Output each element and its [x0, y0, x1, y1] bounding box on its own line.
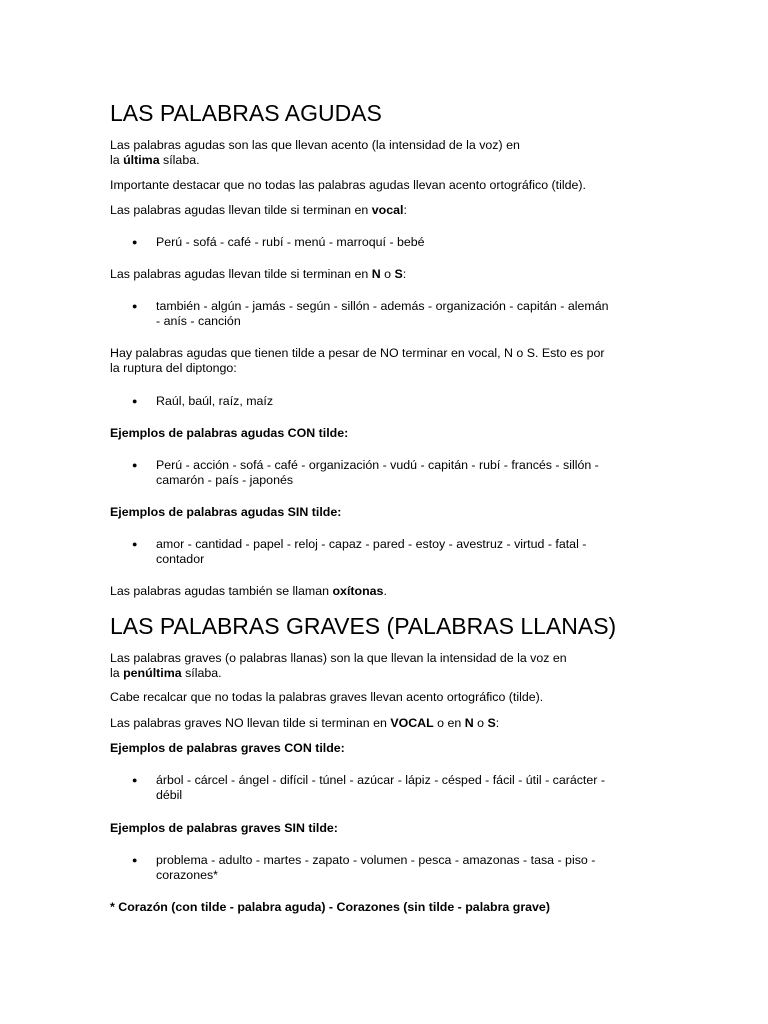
graves-cabe: Cabe recalcar que no todas la palabras graves llevan acento ortográfico (tilde).: [110, 690, 544, 704]
agudas-hay-l2: la ruptura del diptongo:: [110, 361, 237, 375]
graves-intro-bold: penúltima: [123, 666, 182, 680]
bullet-icon: ●: [132, 775, 138, 785]
graves-con-tilde-heading: Ejemplos de palabras graves CON tilde:: [110, 741, 345, 755]
graves-sin-tilde-examples: [132, 853, 662, 883]
agudas-ns-s: S: [394, 267, 403, 281]
agudas-con-tilde-examples: [132, 458, 662, 488]
agudas-ns-examples: [132, 299, 662, 329]
agudas-hay: [110, 346, 605, 376]
graves-no-vocal: VOCAL: [390, 716, 434, 730]
graves-sin-tilde-l1: problema - adulto - martes - zapato - volumen - pesca - amazonas - tasa - piso -: [156, 853, 596, 867]
agudas-ns-rule: [110, 267, 406, 282]
agudas-oxitonas: [110, 584, 387, 599]
agudas-sin-tilde-l1: amor - cantidad - papel - reloj - capaz - pared - estoy - avestruz - virtud - fatal -: [156, 537, 587, 551]
graves-intro-pre: la: [110, 666, 124, 680]
graves-footnote: * Corazón (con tilde - palabra aguda) - Corazones (sin tilde - palabra grave): [110, 900, 550, 914]
agudas-con-tilde-heading: Ejemplos de palabras agudas CON tilde:: [110, 426, 349, 440]
graves-no-s: S: [487, 716, 496, 730]
agudas-intro: [110, 138, 520, 168]
agudas-ns-pre: Las palabras agudas llevan tilde si terminan en: [110, 267, 372, 281]
agudas-vocal-examples: Perú - sofá - café - rubí - menú - marroquí - bebé: [156, 235, 425, 249]
list-item: [132, 537, 662, 567]
graves-no-o: o: [473, 716, 488, 730]
graves-intro: [110, 651, 567, 681]
agudas-sin-tilde-l2: contador: [156, 552, 205, 566]
graves-con-tilde-examples: [132, 773, 662, 803]
list-item: [132, 394, 662, 409]
graves-no-mid: o en: [433, 716, 465, 730]
graves-intro-line1: Las palabras graves (o palabras llanas) son la que llevan la intensidad de la voz en: [110, 651, 567, 665]
list-item: [132, 773, 662, 803]
graves-no-post: :: [495, 716, 500, 730]
agudas-vocal-pre: Las palabras agudas llevan tilde si terminan en: [110, 203, 372, 217]
bullet-icon: ●: [132, 396, 138, 406]
agudas-oxitonas-pre: Las palabras agudas también se llaman: [110, 584, 333, 598]
agudas-oxitonas-post: .: [383, 584, 387, 598]
agudas-ns-examples-l2: - anís - canción: [156, 314, 241, 328]
agudas-sin-tilde-examples: [132, 537, 662, 567]
agudas-ns-o: o: [380, 267, 395, 281]
graves-no-rule: [110, 716, 499, 731]
agudas-vocal-rule: [110, 203, 407, 218]
agudas-vocal-post: :: [403, 203, 407, 217]
graves-con-tilde-l1: árbol - cárcel - ángel - difícil - túnel - azúcar - lápiz - césped - fácil - útil - carácter -: [156, 773, 605, 787]
section-title-agudas: LAS PALABRAS AGUDAS: [110, 100, 382, 126]
graves-no-n: N: [464, 716, 474, 730]
agudas-intro-line1: Las palabras agudas son las que llevan acento (la intensidad de la voz) en: [110, 138, 520, 152]
agudas-intro-pre: la: [110, 153, 124, 167]
bullet-icon: ●: [132, 301, 138, 311]
graves-no-pre: Las palabras graves NO llevan tilde si terminan en: [110, 716, 391, 730]
agudas-intro-bold: última: [123, 153, 160, 167]
agudas-importante: Importante destacar que no todas las palabras agudas llevan acento ortográfico (tilde).: [110, 178, 586, 192]
agudas-hay-l1: Hay palabras agudas que tienen tilde a pesar de NO terminar en vocal, N o S. Esto es por: [110, 346, 605, 360]
agudas-ns-n: N: [371, 267, 381, 281]
graves-con-tilde-l2: débil: [156, 788, 183, 802]
agudas-ns-examples-l1: también - algún - jamás - según - sillón - además - organización - capitán - alemán: [156, 299, 609, 313]
section-title-graves: LAS PALABRAS GRAVES (PALABRAS LLANAS): [110, 613, 617, 639]
bullet-icon: ●: [132, 237, 138, 247]
agudas-ns-post: :: [402, 267, 407, 281]
bullet-icon: ●: [132, 460, 138, 470]
graves-sin-tilde-heading: Ejemplos de palabras graves SIN tilde:: [110, 821, 338, 835]
agudas-con-tilde-l1: Perú - acción - sofá - café - organización - vudú - capitán - rubí - francés - sillón -: [156, 458, 599, 472]
agudas-diptongo-examples: Raúl, baúl, raíz, maíz: [156, 394, 274, 408]
agudas-con-tilde-l2: camarón - país - japonés: [156, 473, 294, 487]
list-item: [132, 299, 662, 329]
bullet-icon: ●: [132, 855, 138, 865]
list-item: [132, 458, 662, 488]
bullet-icon: ●: [132, 539, 138, 549]
list-item: [132, 853, 662, 883]
graves-intro-post: sílaba.: [181, 666, 222, 680]
list-item: [132, 235, 662, 250]
agudas-oxitonas-bold: oxítonas: [332, 584, 384, 598]
agudas-sin-tilde-heading: Ejemplos de palabras agudas SIN tilde:: [110, 505, 342, 519]
graves-sin-tilde-l2: corazones*: [156, 868, 218, 882]
agudas-vocal-bold: vocal: [371, 203, 404, 217]
agudas-intro-post: sílaba.: [159, 153, 200, 167]
